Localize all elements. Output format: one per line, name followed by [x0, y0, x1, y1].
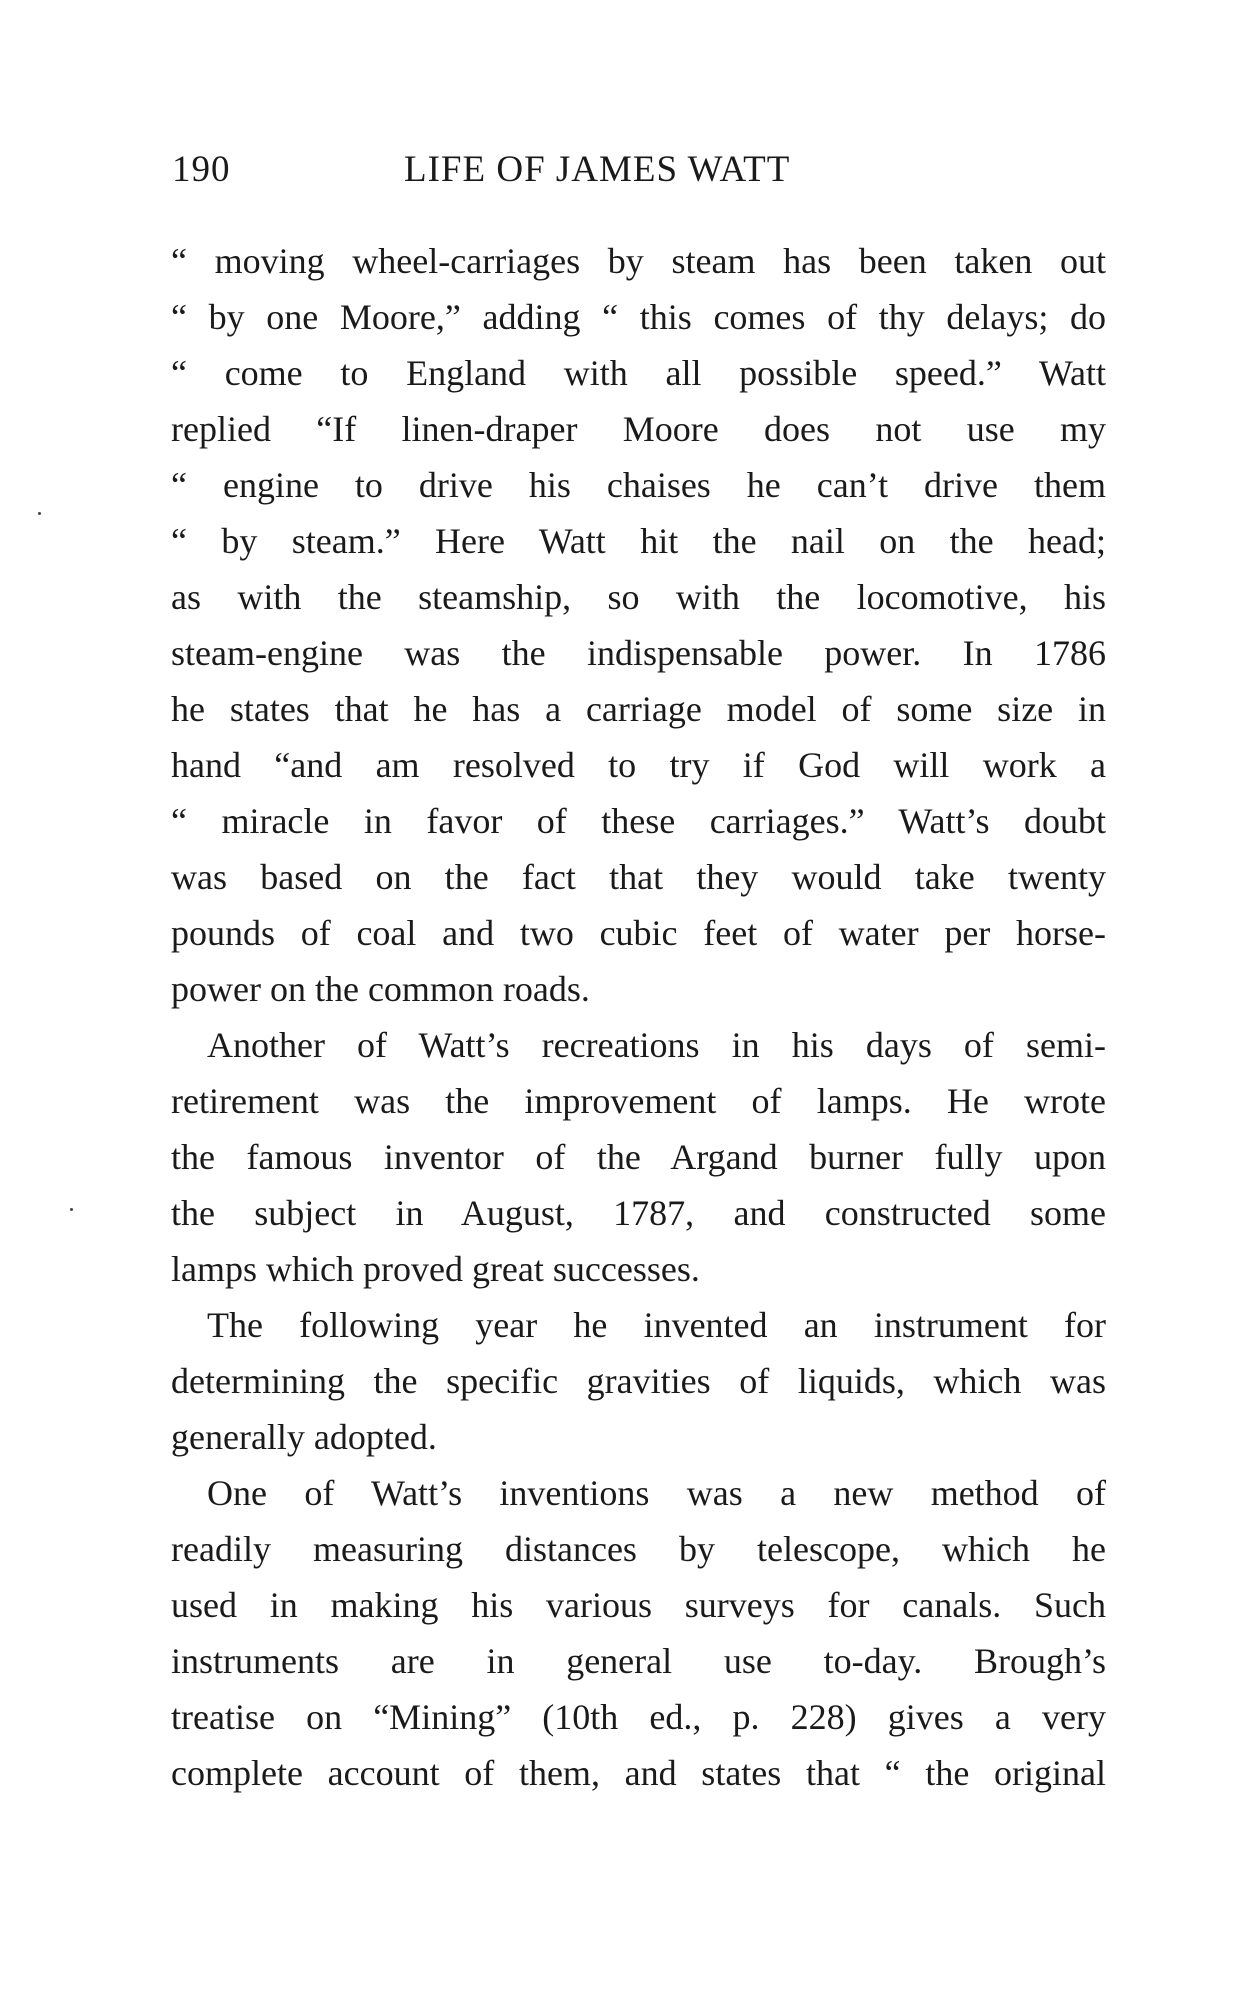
text-line: “ moving wheel-carriages by steam has been taken out	[171, 241, 1106, 281]
body-text	[171, 233, 1106, 1801]
text-line: the subject in August, 1787, and constructed some	[171, 1193, 1106, 1233]
text-line: treatise on “Mining” (10th ed., p. 228) gives a very	[171, 1697, 1106, 1737]
text-line: used in making his various surveys for canals. Such	[171, 1585, 1106, 1625]
text-line: instruments are in general use to-day. Brough’s	[171, 1641, 1106, 1681]
scan-speck	[70, 1208, 73, 1211]
text-line: “ by steam.” Here Watt hit the nail on the head;	[171, 521, 1106, 561]
text-line: “ engine to drive his chaises he can’t drive them	[171, 465, 1106, 505]
text-line: hand “and am resolved to try if God will work a	[171, 745, 1106, 785]
text-line: pounds of coal and two cubic feet of water per horse-	[171, 913, 1106, 953]
text-line: lamps which proved great successes.	[171, 1249, 700, 1289]
text-line: power on the common roads.	[171, 969, 590, 1009]
page-number: 190	[172, 149, 231, 190]
text-line: The following year he invented an instrument for	[207, 1305, 1106, 1345]
text-line: as with the steamship, so with the locomotive, his	[171, 577, 1106, 617]
text-line: the famous inventor of the Argand burner fully upon	[171, 1137, 1106, 1177]
scan-speck	[38, 512, 41, 515]
text-line: determining the specific gravities of liquids, which was	[171, 1361, 1106, 1401]
text-line: readily measuring distances by telescope, which he	[171, 1529, 1106, 1569]
page-header	[172, 148, 1106, 198]
text-line: steam-engine was the indispensable power. In 1786	[171, 633, 1106, 673]
text-line: he states that he has a carriage model of some size in	[171, 689, 1106, 729]
text-line: One of Watt’s inventions was a new method of	[207, 1473, 1106, 1513]
text-line: complete account of them, and states that “ the original	[171, 1753, 1106, 1793]
text-line: “ by one Moore,” adding “ this comes of thy delays; do	[171, 297, 1106, 337]
text-line: retirement was the improvement of lamps. He wrote	[171, 1081, 1106, 1121]
text-line: “ miracle in favor of these carriages.” Watt’s doubt	[171, 801, 1106, 841]
text-line: replied “If linen-draper Moore does not use my	[171, 409, 1106, 449]
text-line: “ come to England with all possible speed.” Watt	[171, 353, 1106, 393]
text-line: Another of Watt’s recreations in his days of semi-	[207, 1025, 1106, 1065]
running-title: LIFE OF JAMES WATT	[404, 149, 791, 190]
text-line: generally adopted.	[171, 1417, 437, 1457]
text-line: was based on the fact that they would take twenty	[171, 857, 1106, 897]
